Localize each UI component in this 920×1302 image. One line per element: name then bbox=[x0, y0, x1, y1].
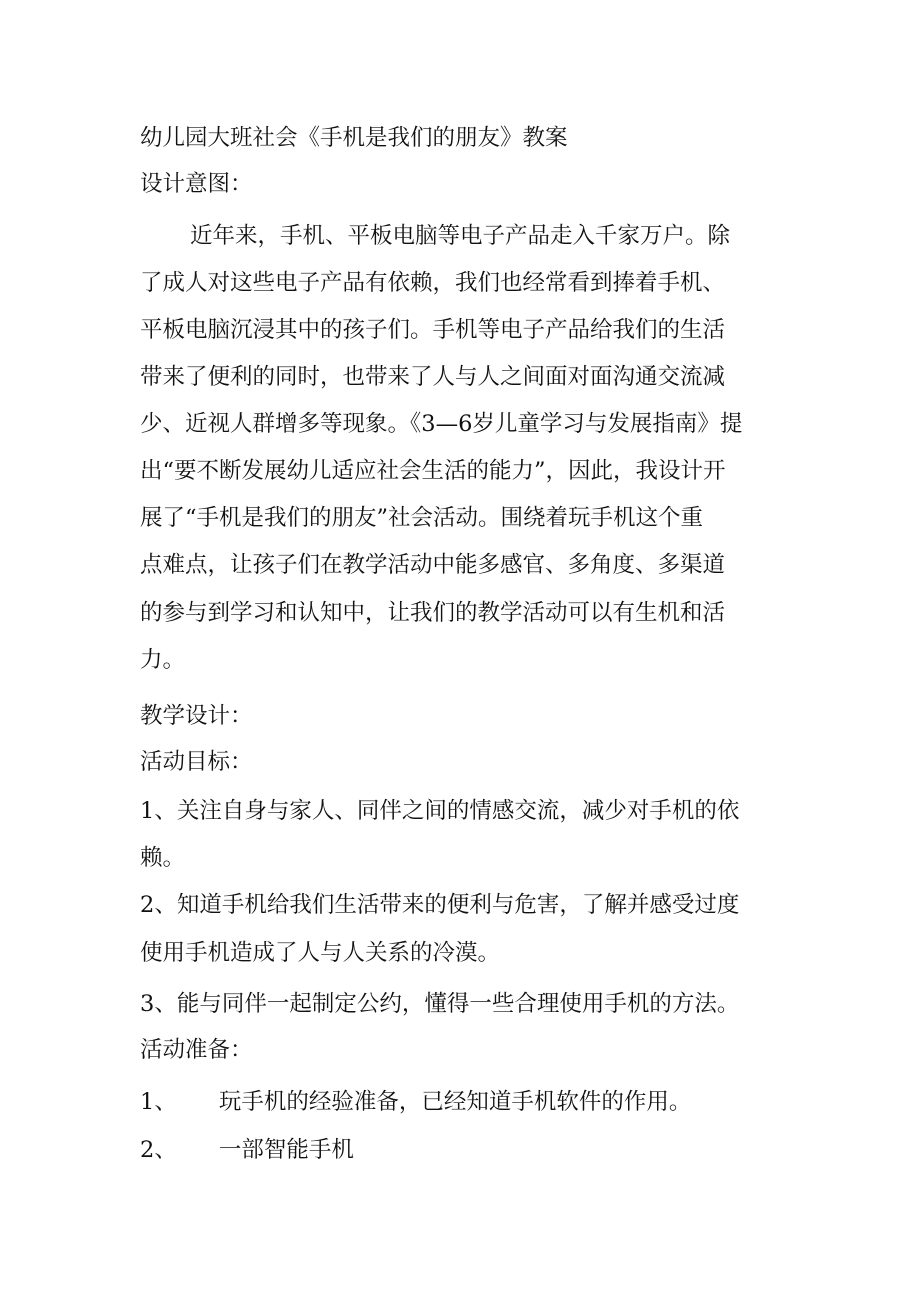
goal-line: 赖。 bbox=[140, 845, 186, 871]
intro-line: 平板电脑沉浸其中的孩子们。手机等电子产品给我们的生活 bbox=[140, 317, 726, 343]
intro-line: 少、近视人群增多等现象。《3—6岁儿童学习与发展指南》提 bbox=[140, 411, 743, 437]
design-intent-heading: 设计意图： bbox=[140, 171, 253, 197]
goal-line: 3、能与同伴一起制定公约，懂得一些合理使用手机的方法。 bbox=[140, 991, 740, 1017]
intro-line: 出“要不断发展幼儿适应社会生活的能力”，因此，我设计开 bbox=[140, 458, 726, 484]
intro-line: 展了“手机是我们的朋友”社会活动。围绕着玩手机这个重 bbox=[140, 505, 704, 531]
preparation-item bbox=[140, 1082, 800, 1122]
intro-line: 带来了便利的同时，也带来了人与人之间面对面沟通交流减 bbox=[140, 364, 726, 390]
teaching-design-heading: 教学设计： bbox=[140, 703, 253, 729]
intro-line: 了成人对这些电子产品有依赖，我们也经常看到捧着手机、 bbox=[140, 270, 726, 296]
preparation-item-number: 2、 bbox=[140, 1137, 177, 1163]
preparation-heading: 活动准备： bbox=[140, 1037, 253, 1063]
intro-line: 点难点，让孩子们在教学活动中能多感官、多角度、多渠道 bbox=[140, 552, 726, 578]
goal-line: 使用手机造成了人与人关系的冷漠。 bbox=[140, 940, 501, 966]
preparation-item-text: 玩手机的经验准备，已经知道手机软件的作用。 bbox=[218, 1089, 692, 1115]
goal-line: 1、关注自身与家人、同伴之间的情感交流，减少对手机的依 bbox=[140, 798, 740, 824]
goal-line: 2、知道手机给我们生活带来的便利与危害，了解并感受过度 bbox=[140, 892, 740, 918]
intro-line: 力。 bbox=[140, 647, 186, 673]
goals-heading: 活动目标： bbox=[140, 749, 253, 775]
intro-line: 近年来，手机、平板电脑等电子产品走入千家万户。除 bbox=[190, 223, 731, 249]
preparation-item-number: 1、 bbox=[140, 1089, 177, 1115]
document-title: 幼儿园大班社会《手机是我们的朋友》教案 bbox=[140, 125, 568, 151]
preparation-item-text: 一部智能手机 bbox=[218, 1137, 354, 1163]
preparation-item bbox=[140, 1130, 800, 1170]
intro-line: 的参与到学习和认知中，让我们的教学活动可以有生机和活 bbox=[140, 600, 726, 626]
